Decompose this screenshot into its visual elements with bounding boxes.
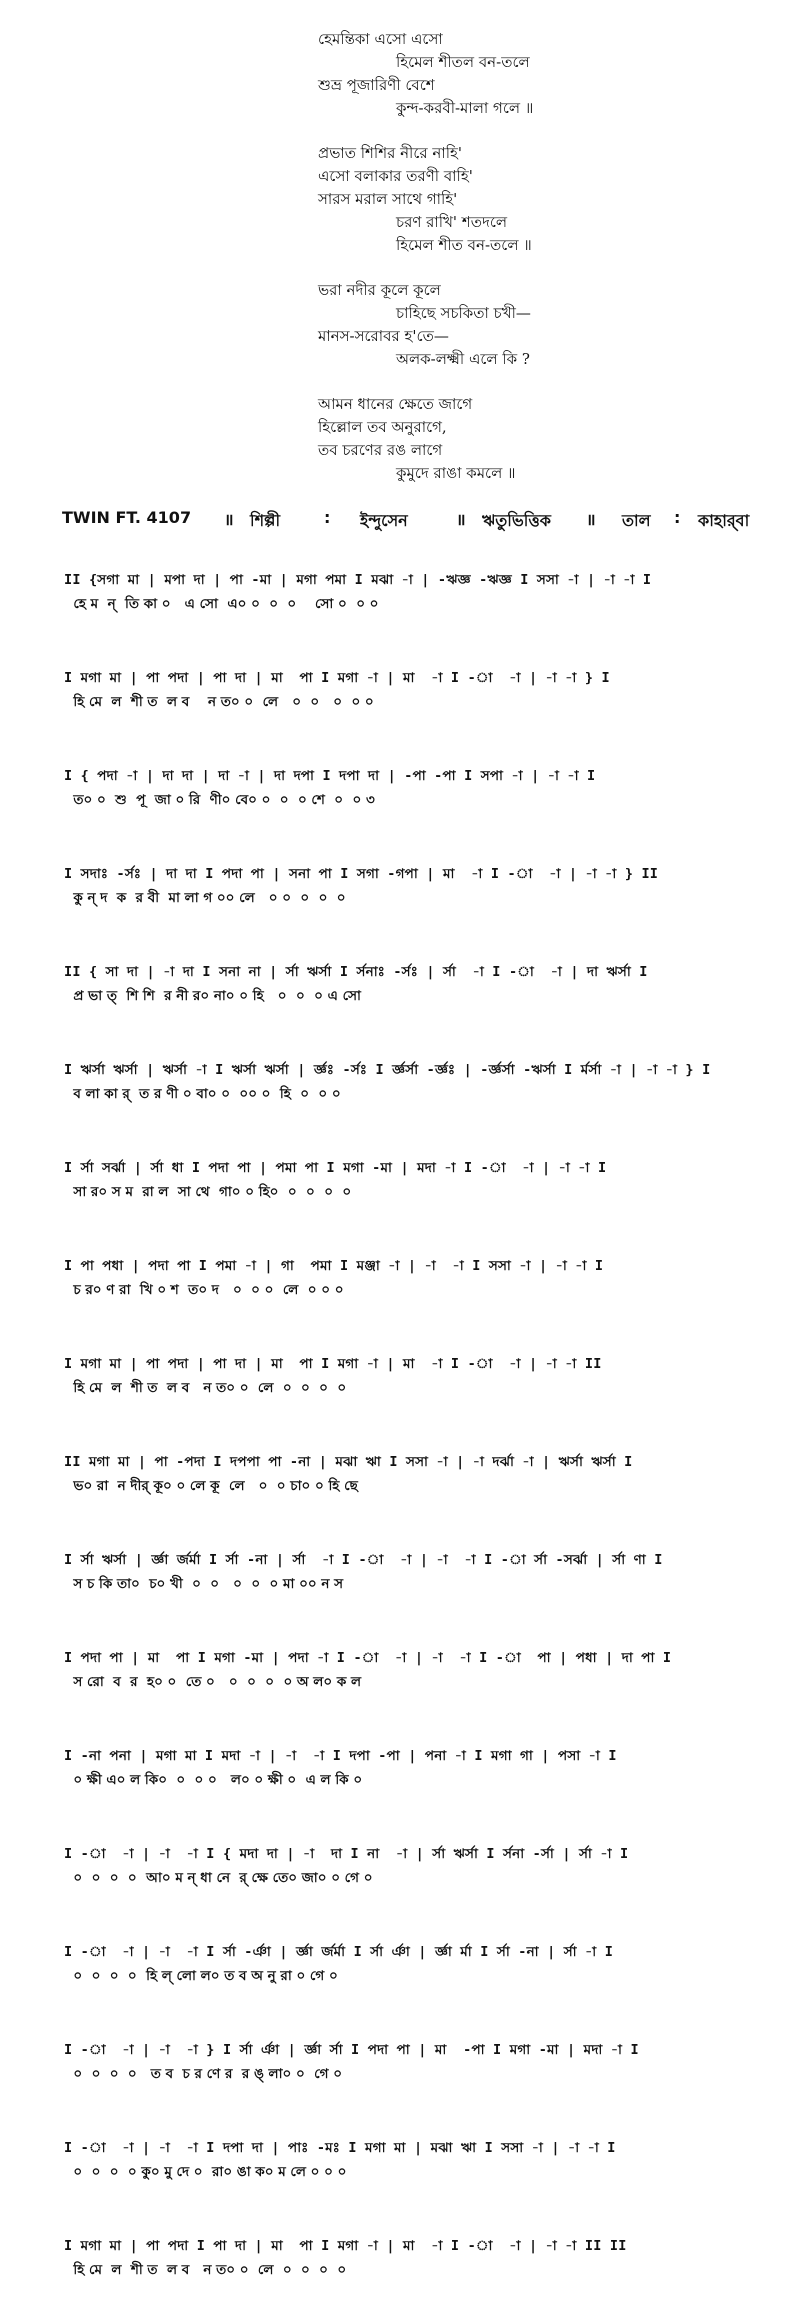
lyric-line: ভরা নদীর কূলে কূলে: [318, 281, 441, 299]
swara-line: I সদাঃ -র্সঃ | দা দা I পদা পা | সনা পা I সগা -গপা | মা -া I -া -া | -া -া } II: [64, 866, 659, 882]
lyric-line: মানস-সরোবর হ'তে—: [318, 327, 449, 345]
syllable-line: স রো ব র হ০ ০ তে ০ ০ ০ ০ ০ অ ল০ ক ল: [64, 1674, 362, 1690]
notation-row: [48, 2113, 748, 2211]
tala-label: তাল: [622, 511, 651, 530]
swara-line: I -না পনা | মগা মা I মদা -া | -া -া I দপা -পা | পনা -া I মগা গা | পসা -া I: [64, 1748, 617, 1764]
swara-line: I মগা মা | পা পদা | পা দা | মা পা I মগা -া | মা -া I -া -া | -া -া II: [64, 1356, 602, 1372]
lyric-line: শুভ্র পূজারিণী বেশে: [318, 76, 435, 94]
lyric-line: তব চরণের রঙ লাগে: [318, 441, 443, 459]
artist-label: শিল্পী: [250, 511, 281, 530]
syllable-line: সা র০ স ম রা ল সা থে গা০ ০ হি০ ০ ০ ০ ০: [64, 1184, 352, 1200]
colon: :: [674, 508, 681, 527]
swara-line: I -া -া | -া -া } I র্সা র্ঞা | র্জ্ঞা র্সা I পদা পা | মা -পা I মগা -মা | মদা -া I: [64, 2042, 639, 2058]
swara-line: I -া -া | -া -া I { মদা দা | -া দা I না -া | র্সা ঋর্সা I র্সনা -র্সা | র্সা -া I: [64, 1846, 629, 1862]
lyric-line: চরণ রাখি' শতদলে: [396, 213, 508, 231]
lyric-line: আমন ধানের ক্ষেতে জাগে: [318, 395, 473, 413]
swara-line: I পদা পা | মা পা I মগা -মা | পদা -া I -া -া | -া -া I -া পা | পধা | দা পা I: [64, 1650, 672, 1666]
notation-row: [48, 1133, 748, 1231]
record-number: TWIN FT. 4107: [62, 508, 192, 527]
notation-row: [48, 1623, 748, 1721]
lyric-line: অলক-লক্ষ্মী এলে কি ?: [396, 350, 530, 368]
lyric-line: হিমেল শীত বন-তলে ॥: [396, 236, 532, 254]
swara-line: I -া -া | -া -া I র্সা -র্ঞা | র্জ্ঞা র্জর্মা I র্সা র্ঞা | র্জ্ঞা র্মা I র্সা -না | র্সা -া I: [64, 1944, 614, 1960]
lyric-line: প্রভাত শিশির নীরে নাহি': [318, 144, 462, 162]
notation-row: [48, 1819, 748, 1917]
lyric-line: হিমেল শীতল বন-তলে: [396, 53, 530, 71]
syllable-line: ০ ক্ষী এ০ ল কি০ ০ ০ ০ ল০ ০ ক্ষী ০ এ ল কি ০: [64, 1772, 363, 1788]
syllable-line: হি মে ল শী ত ল ব ন ত০ ০ লে ০ ০ ০ ০: [64, 1380, 347, 1396]
lyric-line: চাহিছে সচকিতা চখী—: [396, 304, 531, 322]
syllable-line: কু ন্ দ ক র বী মা লা গ ০০ লে ০ ০ ০ ০ ০: [64, 890, 346, 906]
notation-row: [48, 1035, 748, 1133]
notation-row: [48, 1917, 748, 2015]
swara-line: I { পদা -া | দা দা | দা -া | দা দপা I দপা দা | -পা -পা I সপা -া | -া -া I: [64, 768, 596, 784]
notation-rows: [48, 545, 748, 2309]
swara-line: II { সা দা | -া দা I সনা না | র্সা ঋর্সা I র্সনাঃ -র্সঃ | র্সা -া I -া -া | দা ঋর্সা I: [64, 964, 648, 980]
syllable-line: স চ কি তা০ চ০ খী ০ ০ ০ ০ ০ মা ০০ ন স: [64, 1576, 344, 1592]
syllable-line: ০ ০ ০ ০ ত ব চ র ণে র র ঙ্ লা০ ০ গে ০: [64, 2066, 342, 2082]
notation-row: [48, 1329, 748, 1427]
notation-row: [48, 1721, 748, 1819]
syllable-line: হে ম ন্ তি কা ০ এ সো এ০ ০ ০ ০ সো ০ ০ ০: [64, 596, 379, 612]
lyric-line: এসো বলাকার তরণী বাহি': [318, 167, 473, 185]
syllable-line: ০ ০ ০ ০ কু০ মু দে ০ রা০ ঙা ক০ ম লে ০ ০ ০: [64, 2164, 347, 2180]
notation-row: [48, 2211, 748, 2309]
stanza-gap: [318, 257, 738, 279]
notation-row: [48, 545, 748, 643]
stanza-gap: [318, 371, 738, 393]
swara-line: II {সগা মা | মপা দা | পা -মা | মগা পমা I মঝা -া | -ঋজ্ঞ -ঋজ্ঞ I সসা -া | -া -া I: [64, 572, 652, 588]
notation-row: [48, 1231, 748, 1329]
colon: :: [324, 508, 331, 527]
notation-row: [48, 741, 748, 839]
swara-line: II মগা মা | পা -পদা I দপপা পা -না | মঝা ঋা I সসা -া | -া দর্ঝা -া | ঋর্সা ঋর্সা I: [64, 1454, 633, 1470]
separator: ॥: [224, 510, 234, 529]
lyric-line: কুমুদে রাঙা কমলে ॥: [396, 464, 516, 482]
separator: ॥: [586, 510, 596, 529]
syllable-line: ভ০ রা ন দীর্ কূ০ ০ লে কূ লে ০ ০ চা০ ০ হি ছে: [64, 1478, 358, 1494]
syllable-line: প্র ভা ত্ শি শি র নী র০ না০ ০ হি ০ ০ ০ এ সো: [64, 988, 361, 1004]
notation-row: [48, 643, 748, 741]
artist-name: ইন্দুসেন: [360, 511, 408, 530]
tala-name: কাহার্‌বা: [698, 511, 750, 530]
lyric-line: হেমন্তিকা এসো এসো: [318, 30, 443, 48]
song-header: [62, 508, 762, 534]
syllable-line: হি মে ল শী ত ল ব ন ত০ ০ লে ০ ০ ০ ০ ০: [64, 694, 374, 710]
syllable-line: ত০ ০ শু পূ জা ০ রি ণী০ বে০ ০ ০ ০ শে ০ ০ ৩: [64, 792, 375, 808]
swara-line: I মগা মা | পা পদা | পা দা | মা পা I মগা -া | মা -া I -া -া | -া -া } I: [64, 670, 610, 686]
notation-row: [48, 1525, 748, 1623]
notation-row: [48, 1427, 748, 1525]
swara-line: I র্সা ঋর্সা | র্জ্ঞা র্জর্মা I র্সা -না | র্সা -া I -া -া | -া -া I -া র্সা -সর্ঝা | র্সা ণা I: [64, 1552, 663, 1568]
swara-line: I ঋর্সা ঋর্সা | ঋর্সা -া I ঋর্সা ঋর্সা | র্জ্ঞঃ -র্সঃ I র্জ্ঞর্সা -র্জ্ঞঃ | -র্জ্ঞর্সা -ঋর্সা I র্মর্সা -া | -া -া } I: [64, 1062, 711, 1078]
syllable-line: ব লা কা র্ ত র ণী ০ বা০ ০ ০০ ০ হি ০ ০ ০: [64, 1086, 341, 1102]
swara-line: I র্সা সর্ঝা | র্সা ধা I পদা পা | পমা পা I মগা -মা | মদা -া I -া -া | -া -া I: [64, 1160, 607, 1176]
lyrics-block: [318, 28, 738, 485]
syllable-line: চ র০ ণ রা খি ০ শ ত০ দ ০ ০ ০ লে ০ ০ ০: [64, 1282, 344, 1298]
swara-line: I মগা মা | পা পদা I পা দা | মা পা I মগা -া | মা -া I -া -া | -া -া II II: [64, 2238, 627, 2254]
stanza-gap: [318, 120, 738, 142]
notation-row: [48, 937, 748, 1035]
category: ঋতুভিত্তিক: [482, 511, 551, 530]
lyric-line: কুন্দ-করবী-মালা গলে ॥: [396, 99, 534, 117]
lyric-line: হিল্লোল তব অনুরাগে,: [318, 418, 447, 436]
swara-line: I -া -া | -া -া I দপা দা | পাঃ -মঃ I মগা মা | মঝা ঋা I সসা -া | -া -া I: [64, 2140, 616, 2156]
notation-row: [48, 2015, 748, 2113]
syllable-line: হি মে ল শী ত ল ব ন ত০ ০ লে ০ ০ ০ ০: [64, 2262, 347, 2278]
notation-row: [48, 839, 748, 937]
syllable-line: ০ ০ ০ ০ আ০ ম ন্ ধা নে র্ ক্ষে তে০ জা০ ০ গে ০: [64, 1870, 373, 1886]
separator: ॥: [456, 510, 466, 529]
lyric-line: সারস মরাল সাথে গাহি': [318, 190, 458, 208]
syllable-line: ০ ০ ০ ০ হি ল্ লো ল০ ত ব অ নু রা ০ গে ০: [64, 1968, 338, 1984]
swara-line: I পা পধা | পদা পা I পমা -া | গা পমা I মঞ্জা -া | -া -া I সসা -া | -া -া I: [64, 1258, 604, 1274]
